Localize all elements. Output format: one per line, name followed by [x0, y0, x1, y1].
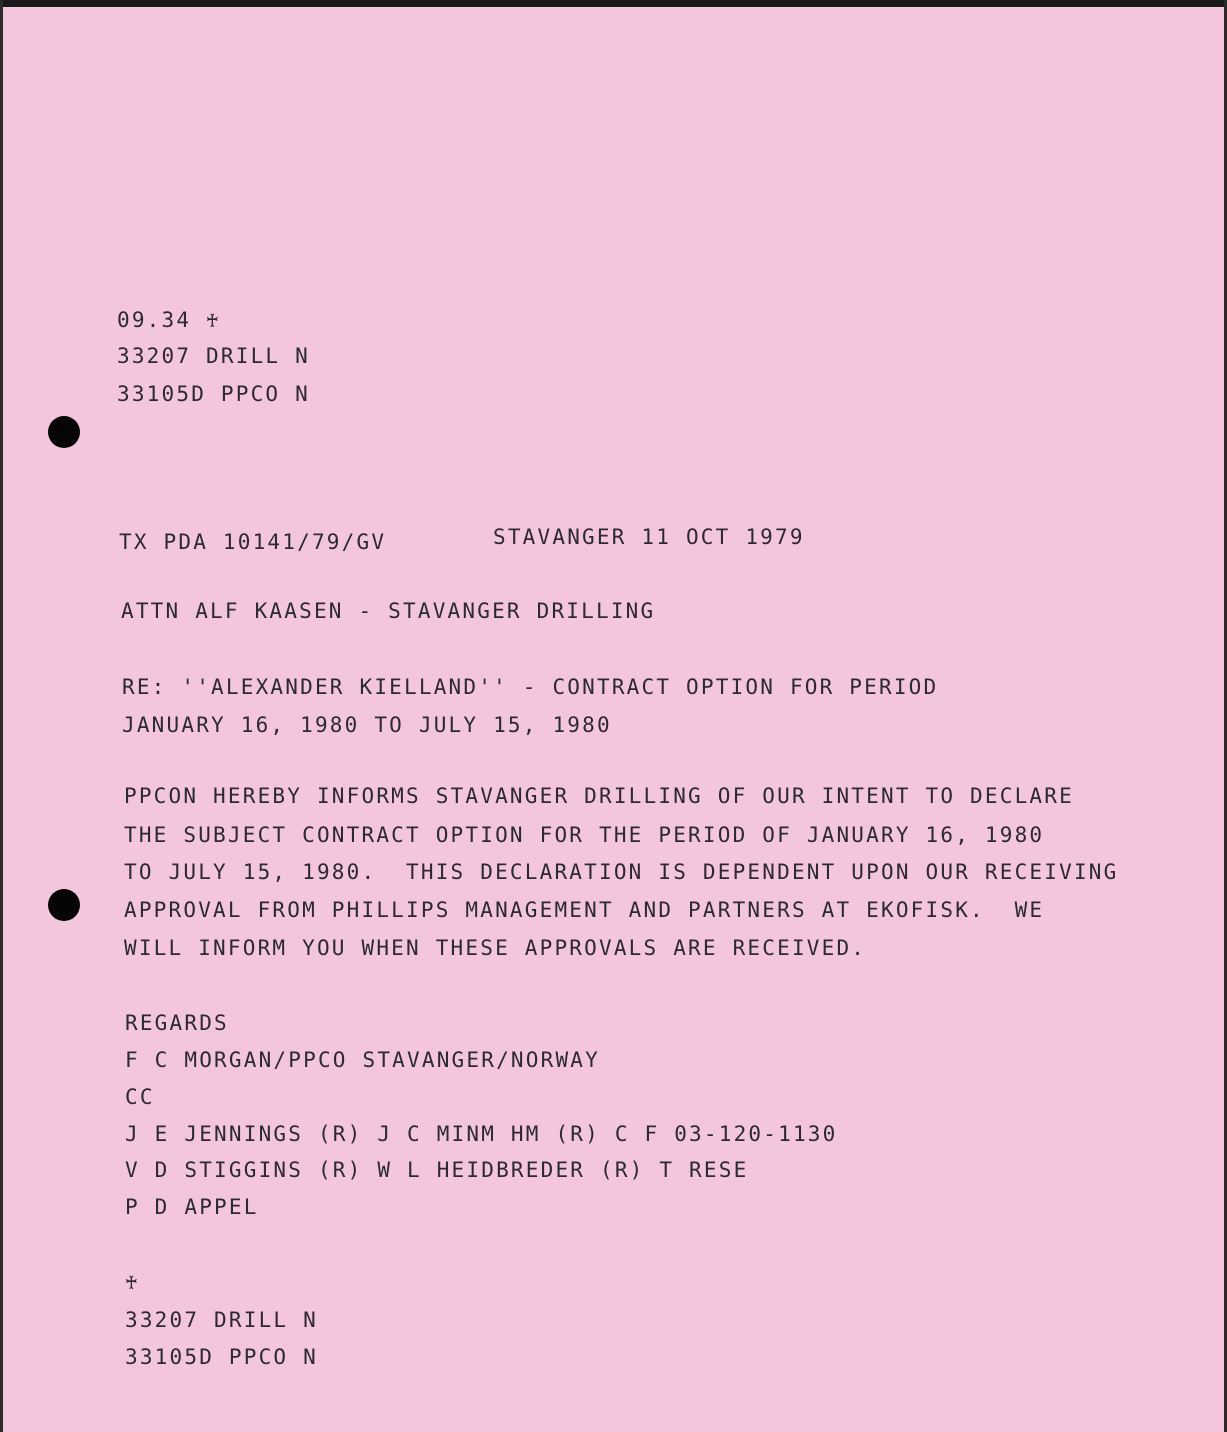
cc-line: J E JENNINGS (R) J C MINM HM (R) C F 03-120-1130 — [125, 1122, 838, 1146]
footer-symbol: ♰ — [125, 1270, 140, 1294]
attention-line: ATTN ALF KAASEN - STAVANGER DRILLING — [121, 599, 656, 623]
body-line: PPCON HEREBY INFORMS STAVANGER DRILLING OF OUR INTENT TO DECLARE — [124, 784, 1074, 808]
footer-answerback-2: 33105D PPCO N — [125, 1345, 318, 1369]
body-line: TO JULY 15, 1980. THIS DECLARATION IS DEPENDENT UPON OUR RECEIVING — [124, 860, 1119, 884]
subject-line-2: JANUARY 16, 1980 TO JULY 15, 1980 — [122, 713, 612, 737]
header-answerback-1: 33207 DRILL N — [117, 344, 310, 368]
body-line: THE SUBJECT CONTRACT OPTION FOR THE PERIOD OF JANUARY 16, 1980 — [124, 823, 1045, 847]
subject-line-1: RE: ''ALEXANDER KIELLAND'' - CONTRACT OPTION FOR PERIOD — [122, 675, 939, 699]
footer-answerback-1: 33207 DRILL N — [125, 1308, 318, 1332]
regards-line: REGARDS — [125, 1011, 229, 1035]
cc-label: CC — [125, 1085, 155, 1109]
cc-line: V D STIGGINS (R) W L HEIDBREDER (R) T RESE — [125, 1158, 749, 1182]
tx-number: TX PDA 10141/79/GV — [119, 530, 387, 554]
header-time: 09.34 ♰ — [117, 308, 221, 332]
punch-hole-top — [48, 416, 80, 448]
body-line: WILL INFORM YOU WHEN THESE APPROVALS ARE RECEIVED. — [124, 936, 867, 960]
scan-edge-left — [0, 0, 3, 1432]
header-answerback-2: 33105D PPCO N — [117, 382, 310, 406]
place-date: STAVANGER 11 OCT 1979 — [493, 525, 805, 549]
sender-line: F C MORGAN/PPCO STAVANGER/NORWAY — [125, 1048, 600, 1072]
cc-line: P D APPEL — [125, 1195, 259, 1219]
body-line: APPROVAL FROM PHILLIPS MANAGEMENT AND PARTNERS AT EKOFISK. WE — [124, 898, 1045, 922]
punch-hole-bottom — [48, 889, 80, 921]
scan-edge-top — [0, 0, 1227, 7]
